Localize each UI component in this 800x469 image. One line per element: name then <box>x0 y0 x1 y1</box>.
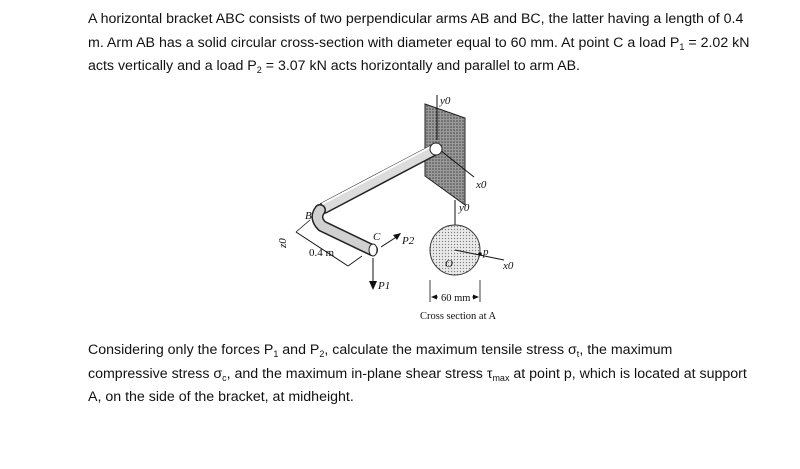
label-y0-top: y0 <box>440 95 451 107</box>
label-p: p <box>483 246 489 258</box>
problem-question <box>88 339 747 410</box>
label-b: B <box>305 210 312 222</box>
label-diameter: 60 mm <box>441 293 471 304</box>
question-line-2: compressive stress $\sigma_c$, and the maximum in-plane shear stress $\tau_{max}$ at point p, which is located at support <box>88 365 747 383</box>
end-c <box>369 244 377 256</box>
intro-line-3: acts vertically and a load $P_2 = 3.07$ kN acts horizontally and parallel to arm AB. <box>88 58 580 75</box>
label-z0: z0 <box>277 238 289 248</box>
figure-caption: Cross section at A <box>420 311 497 322</box>
label-y0-section: y0 <box>459 202 470 214</box>
point-p <box>478 252 482 256</box>
question-line-1: Considering only the forces $P_1$ and $P_2$, calculate the maximum tensile stress $\sigma_t$, the maximum <box>88 342 673 359</box>
label-p2: P2 <box>402 235 415 247</box>
question-line-3: A, on the side of the bracket, at midheight. <box>88 389 354 405</box>
label-p1: P1 <box>378 280 391 292</box>
label-o: O <box>445 258 453 270</box>
intro-line-2: m. Arm AB has a solid circular cross-section with diameter equal to 60 mm. At point C a load $P_1 = 2.02$ kN <box>88 34 750 52</box>
label-x0-section: x0 <box>503 260 514 272</box>
intro-line-1: A horizontal bracket ABC consists of two perpendicular arms AB and BC, the latter having a length of 0.4 <box>88 11 744 27</box>
label-length: 0.4 m <box>309 247 335 259</box>
label-x0-top: x0 <box>476 179 487 191</box>
label-c: C <box>373 231 381 243</box>
support-end <box>430 143 442 155</box>
